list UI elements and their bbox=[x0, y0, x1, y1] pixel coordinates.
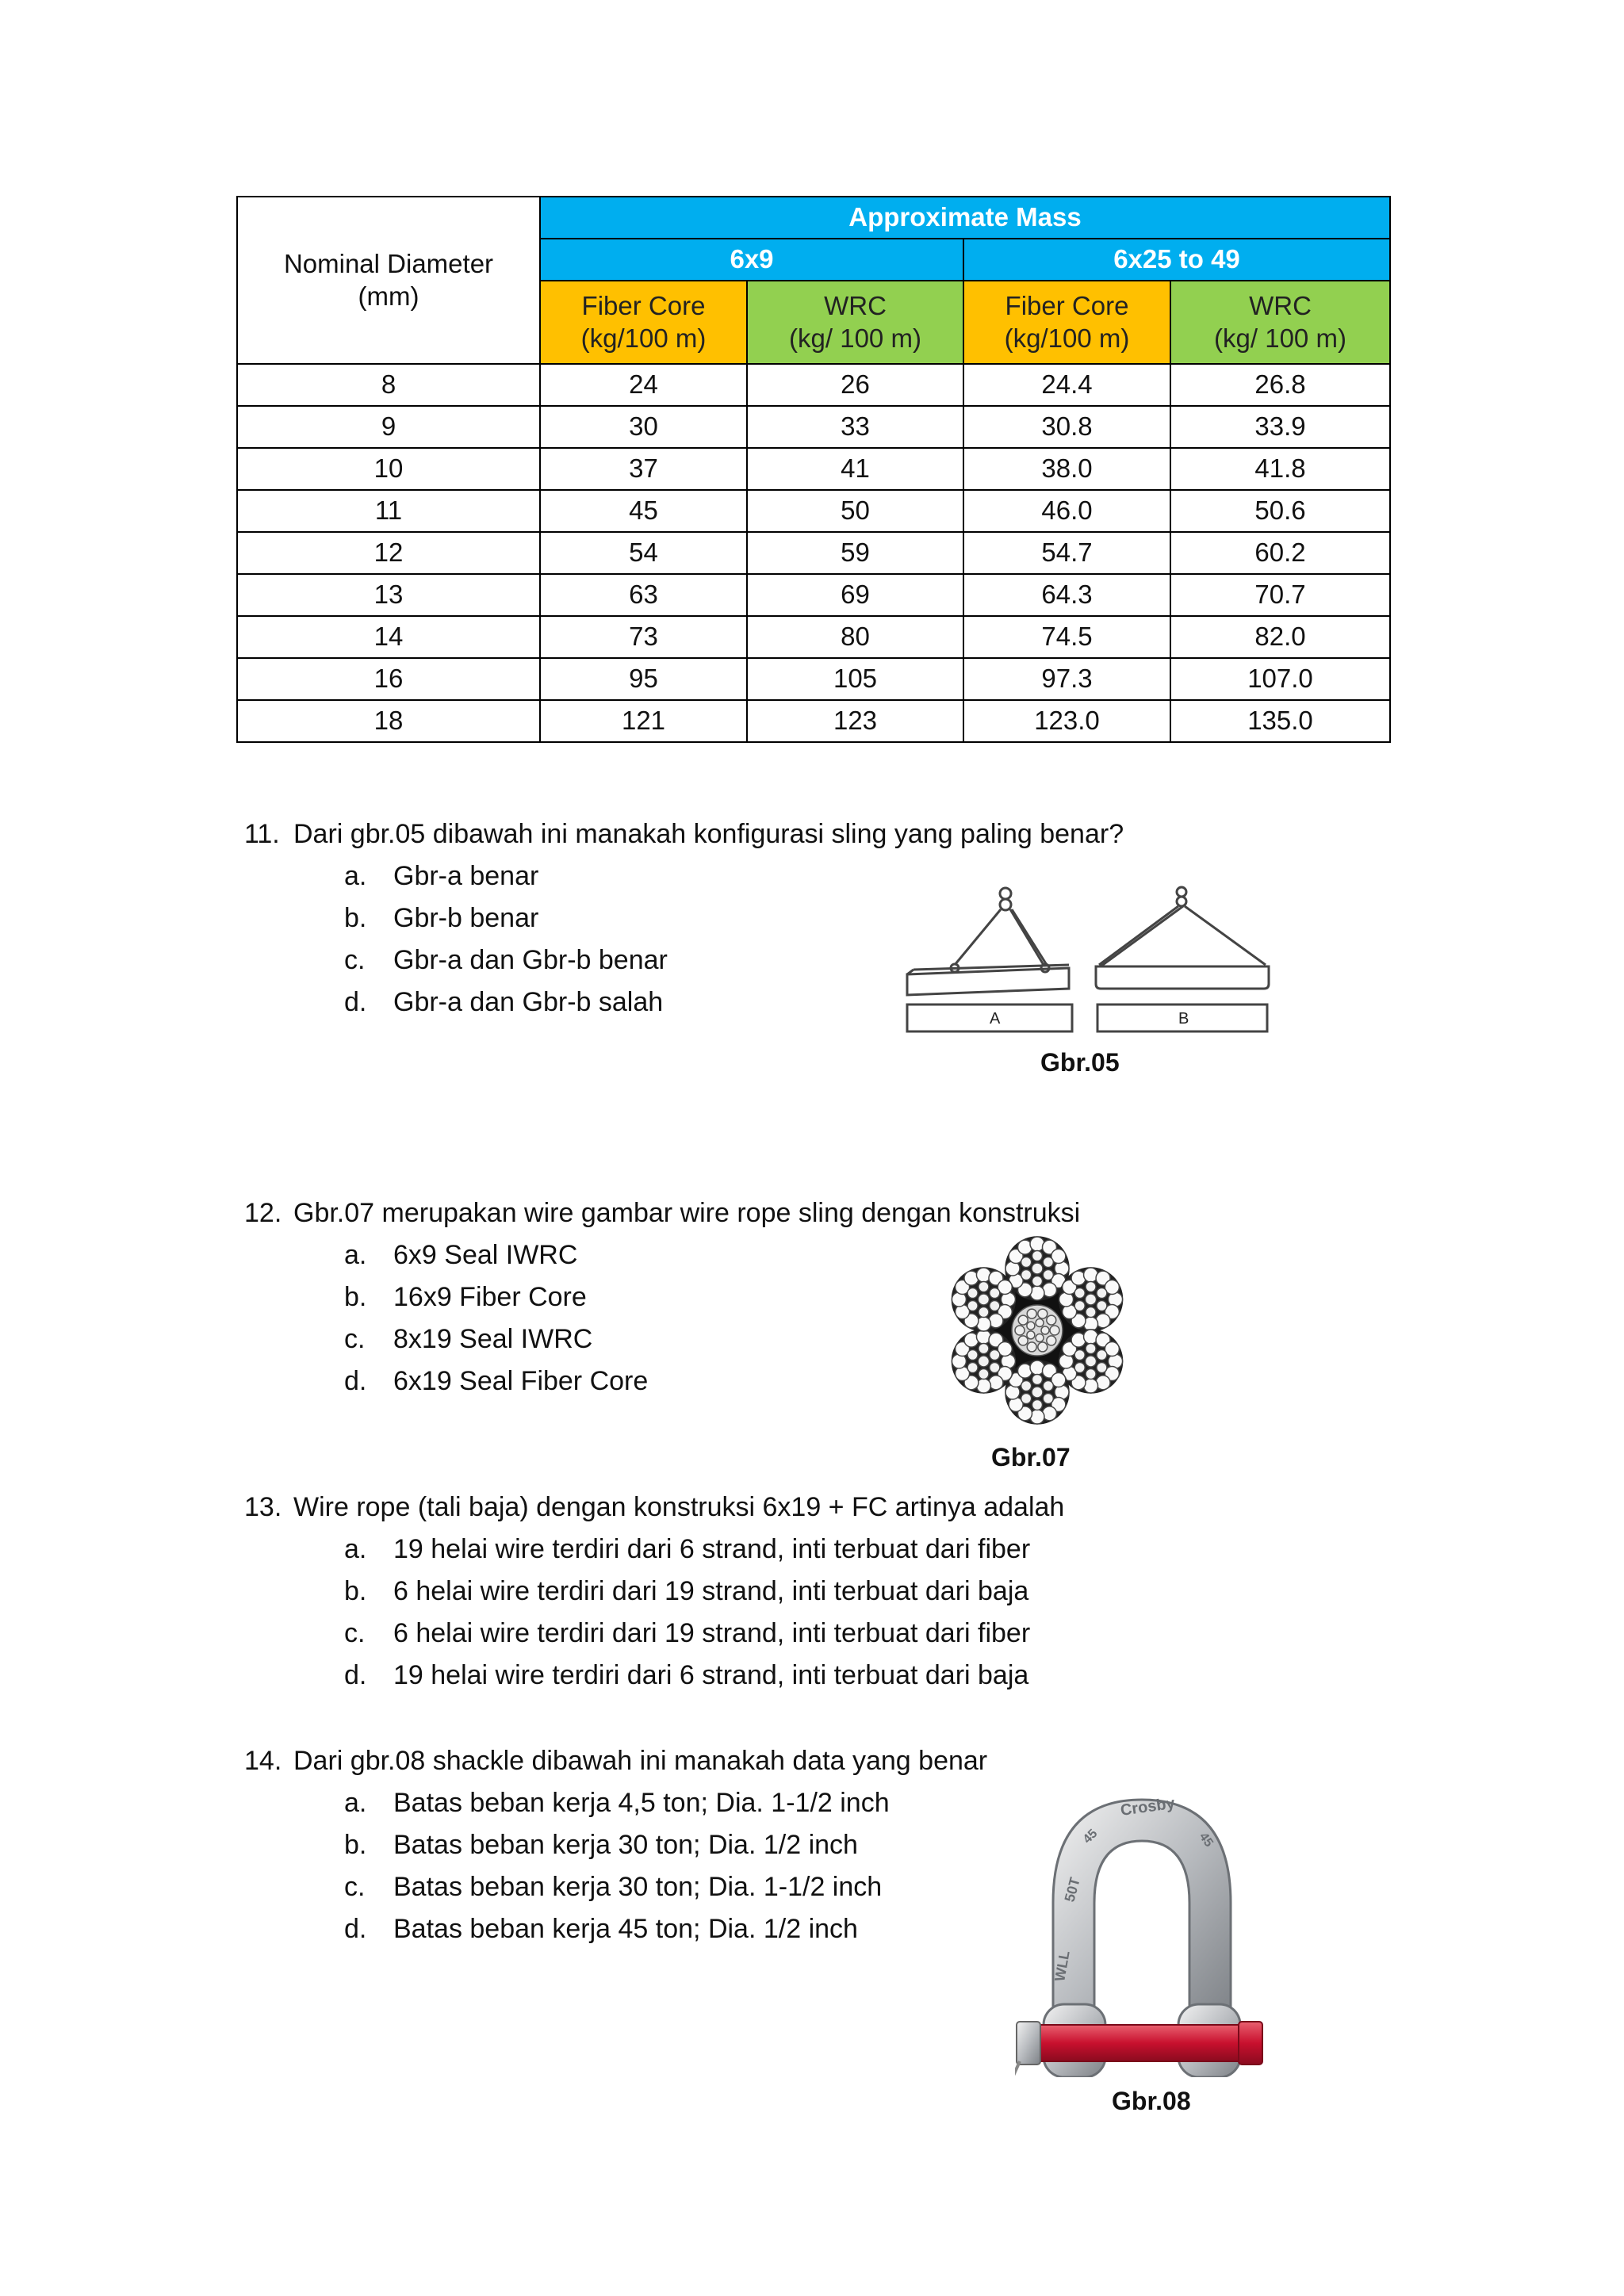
question-text: Dari gbr.05 dibawah ini manakah konfigurasi sling yang paling benar? bbox=[293, 819, 1124, 849]
core-wire bbox=[1050, 1326, 1059, 1335]
table-cell: 121 bbox=[540, 700, 747, 742]
sub-header-name: Fiber Core bbox=[581, 291, 706, 321]
wire bbox=[979, 1282, 989, 1292]
table-cell: 74.5 bbox=[963, 616, 1170, 658]
shackle-marking-45b: 45 bbox=[1196, 1830, 1216, 1850]
wire bbox=[967, 1288, 978, 1299]
table-cell: 63 bbox=[540, 574, 747, 616]
table-cell: 38.0 bbox=[963, 448, 1170, 490]
table-row bbox=[237, 448, 1390, 490]
table-cell: 12 bbox=[237, 532, 540, 574]
table-cell: 64.3 bbox=[963, 574, 1170, 616]
wire bbox=[1043, 1381, 1053, 1391]
option-letter: c. bbox=[344, 1618, 366, 1648]
option-14-d[interactable] bbox=[344, 1908, 858, 1950]
option-text: 16x9 Fiber Core bbox=[393, 1282, 587, 1312]
option-12-b[interactable] bbox=[344, 1276, 587, 1318]
sub-header-unit: (kg/100 m) bbox=[580, 323, 707, 353]
table-cell: 26 bbox=[747, 364, 963, 406]
wire bbox=[1021, 1394, 1032, 1404]
table-cell: 82.0 bbox=[1170, 616, 1390, 658]
wire bbox=[990, 1301, 1000, 1311]
option-text: Batas beban kerja 30 ton; Dia. 1/2 inch bbox=[393, 1830, 858, 1860]
core-wire bbox=[1027, 1342, 1036, 1352]
question-text: Gbr.07 merupakan wire gambar wire rope sling dengan konstruksi bbox=[293, 1198, 1081, 1228]
option-letter: d. bbox=[344, 1660, 367, 1690]
option-letter: a. bbox=[344, 1240, 367, 1270]
wire bbox=[1097, 1288, 1107, 1299]
beam-b-shape bbox=[1096, 966, 1269, 989]
option-letter: a. bbox=[344, 1534, 367, 1564]
question-number: 11. bbox=[244, 819, 280, 849]
core-wire bbox=[1047, 1336, 1056, 1345]
wire bbox=[1021, 1381, 1032, 1391]
group-6x25-header: 6x25 to 49 bbox=[963, 239, 1390, 281]
wire bbox=[1021, 1270, 1032, 1280]
option-text: 19 helai wire terdiri dari 6 strand, inti terbuat dari baja bbox=[393, 1660, 1029, 1690]
wire bbox=[967, 1363, 978, 1373]
question-number: 13. bbox=[244, 1492, 282, 1522]
wire bbox=[1032, 1251, 1043, 1261]
option-13-c[interactable] bbox=[344, 1612, 1030, 1655]
table-cell: 13 bbox=[237, 574, 540, 616]
shackle-pin-icon bbox=[1031, 2025, 1250, 2061]
table-cell: 73 bbox=[540, 616, 747, 658]
shackle-nut-icon bbox=[1017, 2022, 1040, 2064]
sub-header-wrc-6x25 bbox=[1170, 281, 1390, 364]
hook-icon bbox=[1000, 888, 1011, 899]
wire bbox=[967, 1350, 978, 1360]
table-cell: 50.6 bbox=[1170, 490, 1390, 532]
sub-header-name: Fiber Core bbox=[1005, 291, 1129, 321]
question-14 bbox=[244, 1739, 987, 1782]
question-11 bbox=[244, 813, 1124, 855]
table-cell: 30 bbox=[540, 406, 747, 448]
approximate-mass-header: Approximate Mass bbox=[540, 197, 1390, 239]
nominal-diameter-header bbox=[237, 197, 540, 364]
table-cell: 16 bbox=[237, 658, 540, 700]
wire bbox=[979, 1369, 989, 1380]
wire bbox=[978, 1356, 989, 1367]
core-wire bbox=[1036, 1334, 1044, 1342]
option-text: 8x19 Seal IWRC bbox=[393, 1324, 593, 1354]
table-cell: 14 bbox=[237, 616, 540, 658]
option-letter: d. bbox=[344, 1366, 367, 1396]
core-wire bbox=[1018, 1315, 1028, 1325]
core-wire bbox=[1015, 1326, 1025, 1335]
wire bbox=[1086, 1282, 1096, 1292]
figure-caption-gbr05: Gbr.05 bbox=[1040, 1048, 1120, 1077]
wire bbox=[1086, 1307, 1096, 1318]
wire bbox=[1074, 1288, 1085, 1299]
option-14-a[interactable] bbox=[344, 1781, 890, 1824]
question-number: 12. bbox=[244, 1198, 282, 1228]
table-cell: 50 bbox=[747, 490, 963, 532]
core-wire bbox=[1038, 1309, 1048, 1318]
table-cell: 97.3 bbox=[963, 658, 1170, 700]
wire bbox=[1032, 1276, 1043, 1287]
table-row bbox=[237, 406, 1390, 448]
core-wire bbox=[1038, 1342, 1048, 1352]
option-text: Gbr-a benar bbox=[393, 861, 539, 891]
option-text: 19 helai wire terdiri dari 6 strand, inti terbuat dari fiber bbox=[393, 1534, 1031, 1564]
core-wire bbox=[1027, 1309, 1036, 1318]
option-14-b[interactable] bbox=[344, 1823, 858, 1866]
table-cell: 45 bbox=[540, 490, 747, 532]
table-row bbox=[237, 616, 1390, 658]
option-text: 6x9 Seal IWRC bbox=[393, 1240, 578, 1270]
nominal-diameter-unit: (mm) bbox=[358, 281, 419, 311]
figure-caption-gbr07: Gbr.07 bbox=[991, 1443, 1071, 1471]
question-text: Dari gbr.08 shackle dibawah ini manakah data yang benar bbox=[293, 1746, 988, 1776]
sub-header-unit: (kg/100 m) bbox=[1004, 323, 1130, 353]
wire bbox=[1043, 1270, 1053, 1280]
core-wire bbox=[1041, 1326, 1049, 1334]
table-cell: 10 bbox=[237, 448, 540, 490]
table-cell: 33.9 bbox=[1170, 406, 1390, 448]
option-letter: b. bbox=[344, 1830, 367, 1860]
option-text: Gbr-a dan Gbr-b benar bbox=[393, 945, 668, 975]
option-letter: b. bbox=[344, 1282, 367, 1312]
table-cell: 70.7 bbox=[1170, 574, 1390, 616]
figure-label-a: A bbox=[990, 1010, 1001, 1027]
option-13-a[interactable] bbox=[344, 1528, 1030, 1571]
table-row bbox=[237, 490, 1390, 532]
question-number: 14. bbox=[244, 1746, 282, 1776]
table-cell: 105 bbox=[747, 658, 963, 700]
option-11-a[interactable] bbox=[344, 855, 538, 897]
wire bbox=[1074, 1363, 1085, 1373]
table-cell: 9 bbox=[237, 406, 540, 448]
option-14-c[interactable] bbox=[344, 1866, 882, 1908]
shackle-marking-wll: WLL bbox=[1051, 1949, 1073, 1983]
option-text: 6 helai wire terdiri dari 19 strand, inti terbuat dari fiber bbox=[393, 1618, 1031, 1648]
option-text: Batas beban kerja 4,5 ton; Dia. 1-1/2 inch bbox=[393, 1788, 890, 1818]
core-wire bbox=[1027, 1322, 1035, 1330]
wire bbox=[1097, 1363, 1107, 1373]
figure-label-b: B bbox=[1178, 1010, 1189, 1027]
option-letter: c. bbox=[344, 1872, 366, 1902]
wire bbox=[1086, 1294, 1097, 1305]
option-12-c[interactable] bbox=[344, 1318, 592, 1360]
table-cell: 123 bbox=[747, 700, 963, 742]
approximate-mass-table bbox=[236, 196, 1391, 743]
table-cell: 26.8 bbox=[1170, 364, 1390, 406]
wire bbox=[979, 1307, 989, 1318]
table-cell: 135.0 bbox=[1170, 700, 1390, 742]
question-text: Wire rope (tali baja) dengan konstruksi 6x19 + FC artinya adalah bbox=[293, 1492, 1065, 1522]
sub-header-fiber-core-6x9 bbox=[540, 281, 747, 364]
option-text: Gbr-a dan Gbr-b salah bbox=[393, 987, 664, 1017]
option-text: Batas beban kerja 45 ton; Dia. 1/2 inch bbox=[393, 1914, 858, 1944]
option-letter: c. bbox=[344, 1324, 366, 1354]
option-letter: c. bbox=[344, 945, 366, 975]
table-cell: 60.2 bbox=[1170, 532, 1390, 574]
table-row bbox=[237, 700, 1390, 742]
table-body bbox=[237, 364, 1390, 742]
table-cell: 41 bbox=[747, 448, 963, 490]
sub-header-name: WRC bbox=[1249, 291, 1312, 321]
wire bbox=[1086, 1356, 1097, 1367]
table-cell: 18 bbox=[237, 700, 540, 742]
option-11-d[interactable] bbox=[344, 981, 663, 1024]
wire bbox=[1032, 1375, 1043, 1385]
table-cell: 41.8 bbox=[1170, 448, 1390, 490]
shackle-marking-45: 45 bbox=[1080, 1827, 1101, 1846]
table-row bbox=[237, 574, 1390, 616]
option-11-b[interactable] bbox=[344, 897, 538, 939]
wire bbox=[1074, 1301, 1085, 1311]
table-cell: 54 bbox=[540, 532, 747, 574]
sub-header-fiber-core-6x25 bbox=[963, 281, 1170, 364]
wire-rope-cross-section-figure bbox=[942, 1235, 1132, 1425]
table-row bbox=[237, 532, 1390, 574]
wire bbox=[1032, 1263, 1043, 1274]
table-cell: 107.0 bbox=[1170, 658, 1390, 700]
table-cell: 46.0 bbox=[963, 490, 1170, 532]
table-cell: 24.4 bbox=[963, 364, 1170, 406]
option-12-d[interactable] bbox=[344, 1360, 648, 1402]
option-11-c[interactable] bbox=[344, 939, 668, 982]
table-cell: 11 bbox=[237, 490, 540, 532]
wire bbox=[1021, 1257, 1032, 1268]
wire bbox=[1032, 1400, 1043, 1410]
question-12 bbox=[244, 1192, 1080, 1234]
wire bbox=[1043, 1257, 1053, 1268]
nominal-diameter-label: Nominal Diameter bbox=[283, 249, 494, 279]
shackle-figure bbox=[1015, 1784, 1269, 2077]
wire bbox=[1032, 1387, 1043, 1398]
option-letter: a. bbox=[344, 861, 367, 891]
table-row bbox=[237, 658, 1390, 700]
option-letter: b. bbox=[344, 903, 367, 933]
wire bbox=[990, 1363, 1000, 1373]
sub-header-unit: (kg/ 100 m) bbox=[789, 323, 921, 353]
option-letter: a. bbox=[344, 1788, 367, 1818]
sling-configuration-figure bbox=[902, 884, 1275, 1043]
option-text: 6x19 Seal Fiber Core bbox=[393, 1366, 649, 1396]
option-letter: d. bbox=[344, 987, 367, 1017]
option-letter: d. bbox=[344, 1914, 367, 1944]
option-text: Batas beban kerja 30 ton; Dia. 1-1/2 inch bbox=[393, 1872, 883, 1902]
core-wire bbox=[1036, 1318, 1044, 1326]
wire bbox=[978, 1294, 989, 1305]
wire bbox=[1097, 1350, 1107, 1360]
wire bbox=[979, 1344, 989, 1354]
table-cell: 30.8 bbox=[963, 406, 1170, 448]
option-text: Gbr-b benar bbox=[393, 903, 539, 933]
wire bbox=[967, 1301, 978, 1311]
wire bbox=[1074, 1350, 1085, 1360]
table-cell: 95 bbox=[540, 658, 747, 700]
table-cell: 54.7 bbox=[963, 532, 1170, 574]
table-row bbox=[237, 364, 1390, 406]
question-13 bbox=[244, 1486, 1064, 1529]
wire bbox=[1086, 1344, 1096, 1354]
sub-header-wrc-6x9 bbox=[747, 281, 963, 364]
sub-header-unit: (kg/ 100 m) bbox=[1214, 323, 1346, 353]
table-cell: 80 bbox=[747, 616, 963, 658]
table-cell: 37 bbox=[540, 448, 747, 490]
wire bbox=[1043, 1394, 1053, 1404]
wire bbox=[990, 1288, 1000, 1299]
group-6x9-header: 6x9 bbox=[540, 239, 963, 281]
option-text: 6 helai wire terdiri dari 19 strand, inti terbuat dari baja bbox=[393, 1576, 1029, 1606]
table-cell: 24 bbox=[540, 364, 747, 406]
table-cell: 69 bbox=[747, 574, 963, 616]
core-wire bbox=[1047, 1315, 1056, 1325]
shackle-marking-50t: 50T bbox=[1061, 1875, 1083, 1904]
table-cell: 8 bbox=[237, 364, 540, 406]
table-cell: 123.0 bbox=[963, 700, 1170, 742]
shackle-marking-brand: Crosby bbox=[1119, 1794, 1176, 1820]
core-wire bbox=[1018, 1336, 1028, 1345]
option-13-b[interactable] bbox=[344, 1570, 1028, 1613]
sub-header-name: WRC bbox=[824, 291, 887, 321]
figure-caption-gbr08: Gbr.08 bbox=[1112, 2087, 1191, 2115]
core-wire bbox=[1027, 1331, 1035, 1339]
wire bbox=[1097, 1301, 1107, 1311]
table-cell: 59 bbox=[747, 532, 963, 574]
option-13-d[interactable] bbox=[344, 1654, 1028, 1697]
option-12-a[interactable] bbox=[344, 1234, 577, 1276]
option-letter: b. bbox=[344, 1576, 367, 1606]
wire bbox=[1086, 1369, 1096, 1380]
wire bbox=[990, 1350, 1000, 1360]
table-cell: 33 bbox=[747, 406, 963, 448]
